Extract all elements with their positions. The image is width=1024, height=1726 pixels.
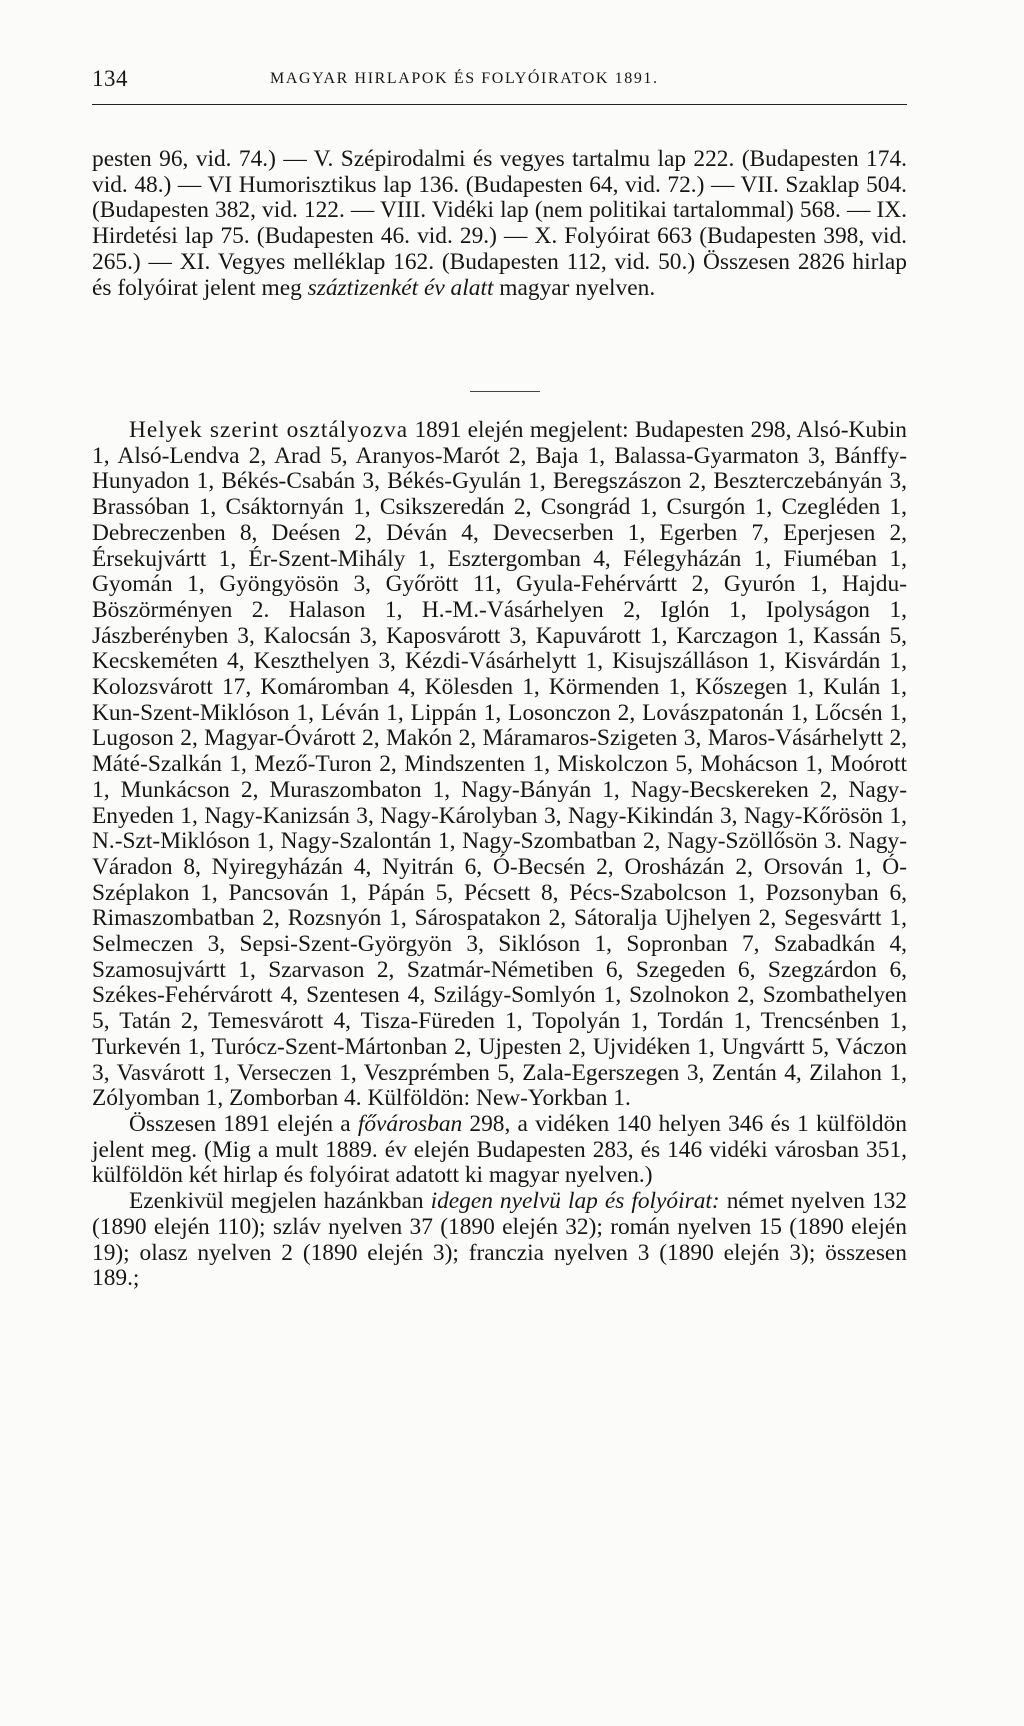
running-title: MAGYAR HIRLAPOK ÉS FOLYÓIRATOK 1891. — [270, 70, 659, 87]
foreign-paragraph — [92, 1189, 907, 1292]
intro-text-a: pesten 96, vid. 74.) — V. Szépirodalmi és vegyes tartalmu lap 222. (Budapesten 174. vid. 48.) — VI Humorisztikus lap 136. (Budapesten 64, vid. 72.) — VII. Szaklap 504. (Budapesten 382, vid. 122. — VIII. Vidéki lap (nem politikai tartalommal) 568. — IX. Hirdetési lap 75. (Budapesten 46. vid. 29.) — X. Folyóirat 663 (Budapesten 398, vid. 265.) — XI. Vegyes melléklap 162. (Budapesten 112, vid. 50.) Összesen 2826 hirlap és folyóirat jelent meg — [92, 146, 907, 301]
totals-text-a: Összesen 1891 elején a — [129, 1110, 358, 1137]
foreign-text-a: Ezenkivül megjelen hazánkban — [129, 1188, 431, 1215]
places-text: 1891 elején megjelent: Budapesten 298, Alsó-Kubin 1, Alsó-Lendva 2, Arad 5, Aranyos-Marót 2, Baja 1, Balassa-Gyarmaton 3, Bánffy-Hunyadon 1, Békés-Csabán 3, Békés-Gyulán 1, Beregszászon 2, Beszterczebányán 3, Brassóban 1, Csáktornyán 1, Csikszeredán 2, Csongrád 1, Csurgón 1, Czegléden 1, Debreczenben 8, Deésen 2, Déván 4, Devecserben 1, Egerben 7, Eperjesen 2, Érsekujvártt 1, Ér-Szent-Mihály 1, Esztergomban 4, Félegyházán 1, Fiuméban 1, Gyomán 1, Gyöngyösön 3, Győrött 11, Gyula-Fehérvártt 2, Gyurón 1, Hajdu-Böszörményen 2. Halason 1, H.-M.-Vásárhelyen 2, Iglón 1, Ipolyságon 1, Jászberényben 3, Kalocsán 3, Kaposvárott 3, Kapuvárott 1, Karczagon 1, Kassán 5, Kecskeméten 4, Keszthelyen 3, Kézdi-Vásárhelytt 1, Kisujszálláson 1, Kisvárdán 1, Kolozsvárott 17, Komáromban 4, Kölesden 1, Körmenden 1, Kőszegen 1, Kulán 1, Kun-Szent-Miklóson 1, Léván 1, Lippán 1, Losonczon 2, Lovászpatonán 1, Lőcsén 1, Lugoson 2, Magyar-Óvárott 2, Makón 2, Máramaros-Szigeten 3, Maros-Vásárhelytt 2, Máté-Szalkán 1, Mező-Turon 2, Mindszenten 1, Miskolczon 5, Mohácson 1, Moórott 1, Munkácson 2, Muraszombaton 1, Nagy-Bányán 1, Nagy-Becskereken 2, Nagy-Enyeden 1, Nagy-Kanizsán 3, Nagy-Károlyban 3, Nagy-Kikindán 3, Nagy-Kőrösön 1, N.-Szt-Miklóson 1, Nagy-Szalontán 1, Nagy-Szombatban 2, Nagy-Szöllősön 3. Nagy-Váradon 8, Nyiregyházán 4, Nyitrán 6, Ó-Becsén 2, Orosházán 2, Orsován 1, Ó-Széplakon 1, Pancsován 1, Pápán 5, Pécsett 8, Pécs-Szabolcson 1, Pozsonyban 6, Rimaszombatban 2, Rozsnyón 1, Sárospatakon 2, Sátoralja Ujhelyen 2, Segesvártt 1, Selmeczen 3, Sepsi-Szent-Györgyön 3, Siklóson 1, Sopronban 7, Szabadkán 4, Szamosujvártt 1, Szarvason 2, Szatmár-Németiben 6, Szegeden 6, Szegzárdon 6, Székes-Fehérvárott 4, Szentesen 4, Szilágy-Somlyón 1, Szolnokon 2, Szombathelyen 5, Tatán 2, Temesvárott 4, Tisza-Füreden 1, Topolyán 1, Tordán 1, Trencsénben 1, Turkevén 1, Turócz-Szent-Mártonban 2, Ujpesten 2, Ujvidéken 1, Ungvártt 5, Váczon 3, Vasvárott 1, Verseczen 1, Veszprémben 5, Zala-Egerszegen 3, Zentán 4, Zilahon 1, Zólyomban 1, Zomborban 4. Külföldön: New-Yorkban 1. — [92, 417, 907, 1112]
intro-paragraph — [92, 147, 907, 301]
foreign-emphasis: idegen nyelvü lap és folyóirat: — [430, 1188, 720, 1215]
intro-emphasis: száztizenkét év alatt — [307, 274, 494, 301]
places-heading: Helyek szerint osztályozva — [129, 417, 409, 443]
header-rule — [92, 104, 907, 105]
places-paragraph — [92, 418, 907, 1112]
intro-text — [92, 147, 907, 301]
intro-text-b: magyar nyelven. — [493, 274, 656, 301]
foreign-text-b: német nyelven 132 (1890 elején 110); szláv nyelven 37 (1890 elején 32); román nyelven 15 (1890 elején 19); olasz nyelven 2 (1890 elején 3); franczia nyelven 3 (1890 elején 3); összesen 189.; — [92, 1188, 907, 1292]
main-text — [92, 418, 907, 1292]
totals-text-b: 298, a vidéken 140 helyen 346 és 1 külföldön jelent meg. (Mig a mult 1889. év elején Budapesten 283, és 146 vidéki városban 351, külföldön két hirlap és folyóirat adatott ki magyar nyelven.) — [92, 1110, 907, 1189]
totals-emphasis: fővárosban — [357, 1110, 463, 1137]
section-divider — [470, 391, 540, 392]
page-number: 134 — [92, 66, 128, 91]
totals-paragraph — [92, 1112, 907, 1189]
